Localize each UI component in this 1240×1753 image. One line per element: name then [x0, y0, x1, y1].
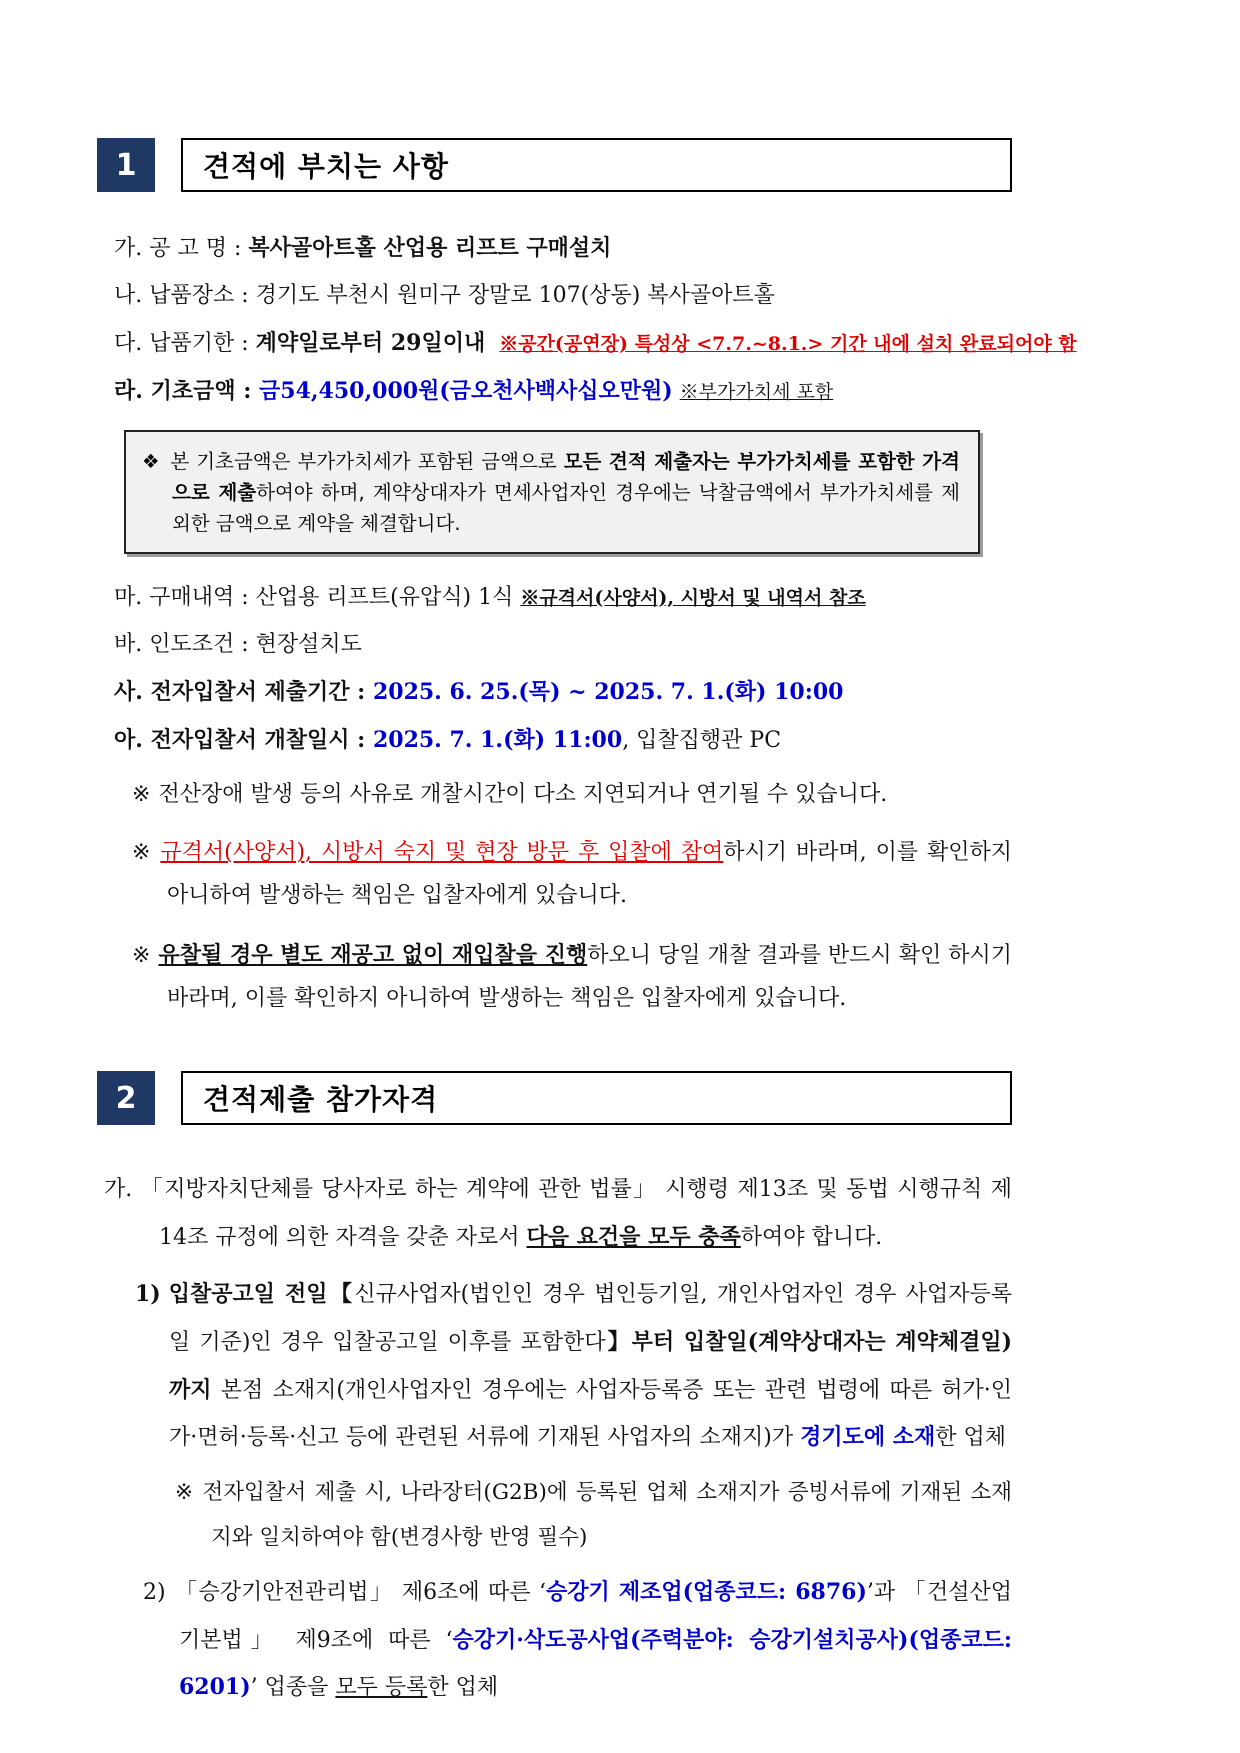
diamond-bullet-icon: ❖ [142, 450, 161, 473]
line-delivery-place [114, 282, 1012, 310]
line-delivery-deadline-value: 계약일로부터 29일이내 [255, 330, 486, 356]
item-1-marker: 1) [135, 1281, 161, 1308]
section-1-number: 1 [97, 138, 155, 192]
note-spec-review-rest: 하시기 바라며, 이를 확인하지 아니하여 발생하는 책임은 입찰자에게 있습니다. [167, 840, 1012, 909]
item-2-industry1: 승강기 제조업(업종코드: 6876) [545, 1578, 867, 1605]
line-bid-submission-period-value: 2025. 6. 25.(목) ~ 2025. 7. 1.(화) 10:00 [372, 678, 844, 705]
qualification-item-2 [97, 1569, 1012, 1712]
qualification-intro [97, 1167, 1012, 1261]
line-delivery-deadline-note: ※공간(공연장) 특성상 <7.7.~8.1.> 기간 내에 설치 완료되어야 함 [499, 333, 1077, 355]
line-delivery-condition [114, 631, 1012, 659]
line-purchase-detail-note: ※규격서(사양서), 시방서 및 내역서 참조 [520, 586, 866, 609]
section-1-header [97, 138, 1012, 192]
vat-notice-box [124, 430, 980, 554]
item-2-text4: 한 업체 [427, 1675, 499, 1701]
section-1-title: 견적에 부치는 사항 [181, 138, 1012, 192]
item-2-text2: ’과 「건설산업 기본법」 제9조에 따른 ‘ [179, 1579, 1012, 1653]
section-2-title: 견적제출 참가자격 [181, 1071, 1012, 1125]
document-content [97, 138, 1077, 1720]
note-spec-review [132, 832, 1012, 918]
reference-mark-icon: ※ [132, 943, 151, 969]
item-1-bold2: 】부터 입찰일(계약상대자는 계약체결일)까지 [169, 1328, 1012, 1403]
vat-notice-part1: 본 기초금액은 부가가치세가 포함된 금액으로 [170, 450, 564, 473]
vat-notice-part3: 하여야 하며, 계약상대자가 면세사업자인 경우에는 낙찰금액에서 부가가치세를 제외한 금액으로 계약을 체결합니다. [172, 481, 961, 536]
reference-mark-icon: ※ [175, 1479, 195, 1505]
note-system-delay [132, 774, 1012, 817]
note-rebid-rest: 하오니 당일 개찰 결과를 반드시 확인 하시기 바라며, 이를 확인하지 아니하여 발생하는 책임은 입찰자에게 있습니다. [167, 943, 1013, 1012]
line-notice-name-value: 복사골아트홀 산업용 리프트 구매설치 [248, 235, 612, 261]
reference-mark-icon: ※ [132, 840, 153, 866]
item-1-region-highlight: 경기도에 소재 [800, 1424, 936, 1451]
line-base-amount [114, 377, 1012, 406]
vat-notice-part2: 모든 견적 제출자는 부가가치세를 포함한 가격으로 제출 [172, 450, 960, 505]
note-spec-review-highlight: 규격서(사양서), 시방서 숙지 및 현장 방문 후 입찰에 참여 [160, 840, 724, 866]
line-delivery-place-label: 나. 납품장소 : [114, 283, 256, 308]
note-rebid-highlight: 유찰될 경우 별도 재공고 없이 재입찰을 진행 [158, 942, 588, 969]
line-notice-name [114, 234, 1012, 263]
line-base-amount-value: 금54,450,000원(금오천사백사십오만원) [259, 378, 673, 404]
item-1-text2: 본점 소재지(개인사업자인 경우에는 사업자등록증 또는 관련 법령에 따른 허가·인가·면허·등록·신고 등에 관련된 서류에 기재된 사업자의 소재지)가 [169, 1377, 1012, 1451]
item-2-marker: 2) [143, 1579, 166, 1605]
item-2-industry2: 승강기·삭도공사업(주력분야: 승강기설치공사)(업종코드: 6201) [179, 1626, 1012, 1701]
line-delivery-place-value: 경기도 부천시 원미구 장말로 107(상동) 복사골아트홀 [255, 283, 775, 308]
note-system-delay-text: 전산장애 발생 등의 사유로 개찰시간이 다소 지연되거나 연기될 수 있습니다. [158, 781, 888, 807]
qualification-intro-highlight: 다음 요건을 모두 충족 [526, 1223, 741, 1250]
item-1-note-text: 전자입찰서 제출 시, 나라장터(G2B)에 등록된 업체 소재지가 증빙서류에 기재된 소재지와 일치하여야 함(변경사항 반영 필수) [202, 1479, 1013, 1551]
item-1-text3: 한 업체 [935, 1425, 1006, 1451]
line-delivery-deadline [114, 329, 1077, 358]
line-bid-opening-datetime-tail: , 입찰집행관 PC [622, 727, 782, 753]
line-bid-opening-datetime-label: 아. 전자입찰서 개찰일시 : [114, 726, 373, 753]
qualification-item-1 [97, 1271, 1012, 1462]
qualification-intro-part1: 가. 「지방자치단체를 당사자로 하는 계약에 관한 법률」 시행령 제13조 및 동법 시행규칙 제14조 규정에 의한 자격을 갖춘 자로서 [104, 1177, 1012, 1250]
line-bid-opening-datetime [114, 726, 1012, 755]
item-1-text1: 신규사업자(법인인 경우 법인등기일, 개인사업자인 경우 사업자등록일 기준)인 경우 입찰공고일 이후를 포함한다 [169, 1282, 1012, 1355]
reference-mark-icon: ※ [132, 781, 151, 807]
line-base-amount-note: ※부가가치세 포함 [679, 381, 834, 403]
item-2-text1: 「승강기안전관리법」 제6조에 따른 ‘ [173, 1579, 546, 1605]
section-2-header [97, 1071, 1012, 1125]
line-bid-opening-datetime-value: 2025. 7. 1.(화) 11:00 [372, 726, 623, 753]
item-2-text3: ’ 업종을 [250, 1675, 336, 1701]
line-base-amount-label: 라. 기초금액 : [114, 378, 260, 404]
line-notice-name-label: 가. 공 고 명 : [114, 236, 249, 261]
item-2-register-highlight: 모두 등록 [335, 1675, 428, 1701]
line-delivery-deadline-label: 다. 납품기한 : [114, 331, 256, 356]
line-delivery-condition-label: 바. 인도조건 : 현장설치도 [114, 631, 362, 657]
vat-notice-text [142, 446, 960, 540]
line-purchase-detail-label: 마. 구매내역 : 산업용 리프트(유압식) 1식 [114, 584, 521, 610]
qualification-intro-part3: 하여야 합니다. [740, 1224, 883, 1250]
line-bid-submission-period-label: 사. 전자입찰서 제출기간 : [114, 678, 373, 705]
line-purchase-detail [114, 584, 1012, 612]
item-1-bold1: 입찰공고일 전일【 [168, 1281, 355, 1308]
section-2-number: 2 [97, 1071, 155, 1125]
note-rebid [132, 934, 1012, 1021]
item-1-note [97, 1470, 1012, 1561]
line-bid-submission-period [114, 678, 1012, 707]
